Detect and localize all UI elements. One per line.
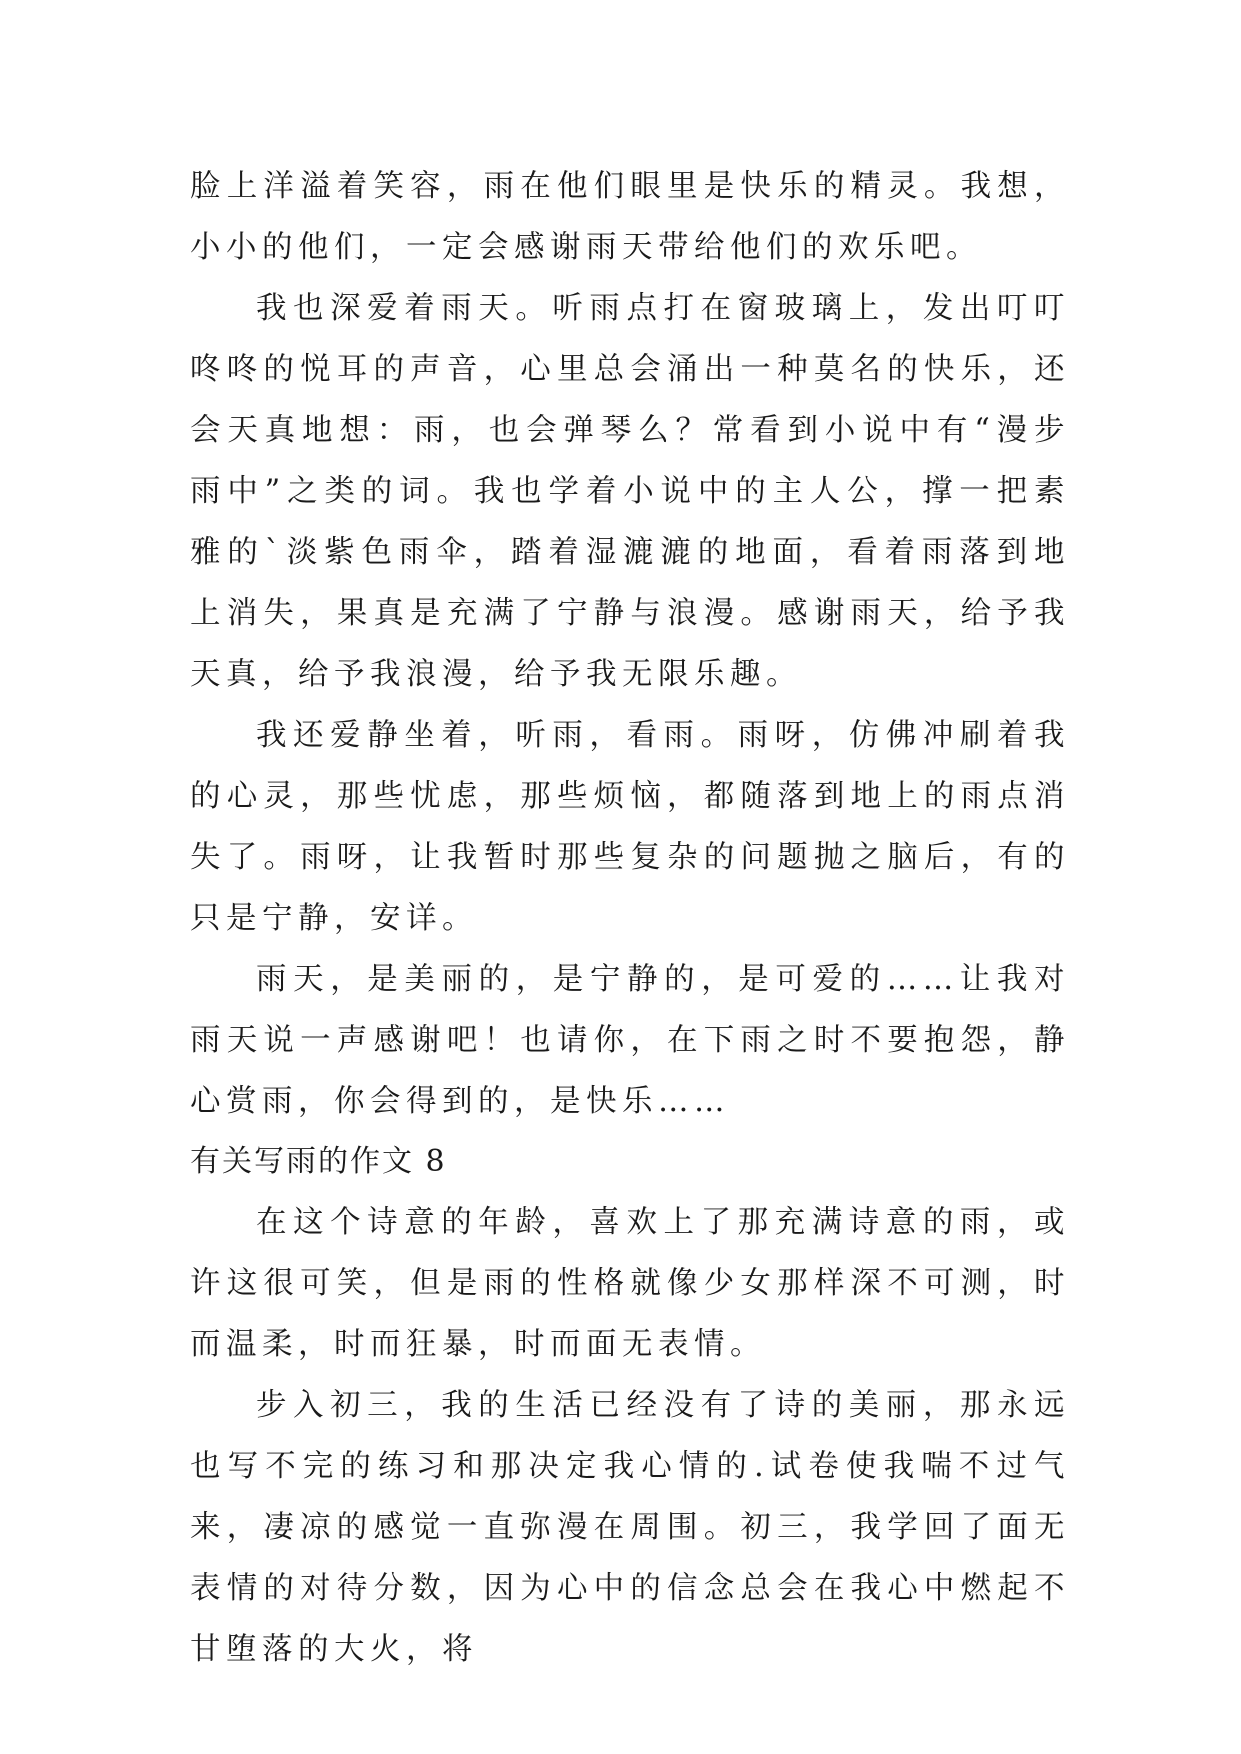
document-body (190, 156, 1070, 1680)
paragraph: 雨天，是美丽的，是宁静的，是可爱的……让我对雨天说一声感谢吧！也请你，在下雨之时不要抱怨，静心赏雨，你会得到的，是快乐…… (190, 962, 1070, 1119)
section-title: 有关写雨的作文 8 (190, 1144, 447, 1179)
paragraph: 脸上洋溢着笑容，雨在他们眼里是快乐的精灵。我想，小小的他们，一定会感谢雨天带给他们的欢乐吧。 (190, 169, 1070, 265)
paragraph: 我还爱静坐着，听雨，看雨。雨呀，仿佛冲刷着我的心灵，那些忧虑，那些烦恼，都随落到地上的雨点消失了。雨呀，让我暂时那些复杂的问题抛之脑后，有的只是宁静，安详。 (190, 718, 1070, 936)
paragraph: 在这个诗意的年龄，喜欢上了那充满诗意的雨，或许这很可笑，但是雨的性格就像少女那样深不可测，时而温柔，时而狂暴，时而面无表情。 (190, 1205, 1070, 1362)
paragraph: 步入初三，我的生活已经没有了诗的美丽，那永远也写不完的练习和那决定我心情的.试卷使我喘不过气来，凄凉的感觉一直弥漫在周围。初三，我学回了面无表情的对待分数，因为心中的信念总会在我心中燃起不甘堕落的大火，将 (190, 1388, 1070, 1667)
paragraph: 我也深爱着雨天。听雨点打在窗玻璃上，发出叮叮咚咚的悦耳的声音，心里总会涌出一种莫名的快乐，还会天真地想：雨，也会弹琴么？常看到小说中有“漫步雨中”之类的词。我也学着小说中的主人公，撑一把素雅的`淡紫色雨伞，踏着湿漉漉的地面，看着雨落到地上消失，果真是充满了宁静与浪漫。感谢雨天，给予我天真，给予我浪漫，给予我无限乐趣。 (190, 291, 1070, 692)
